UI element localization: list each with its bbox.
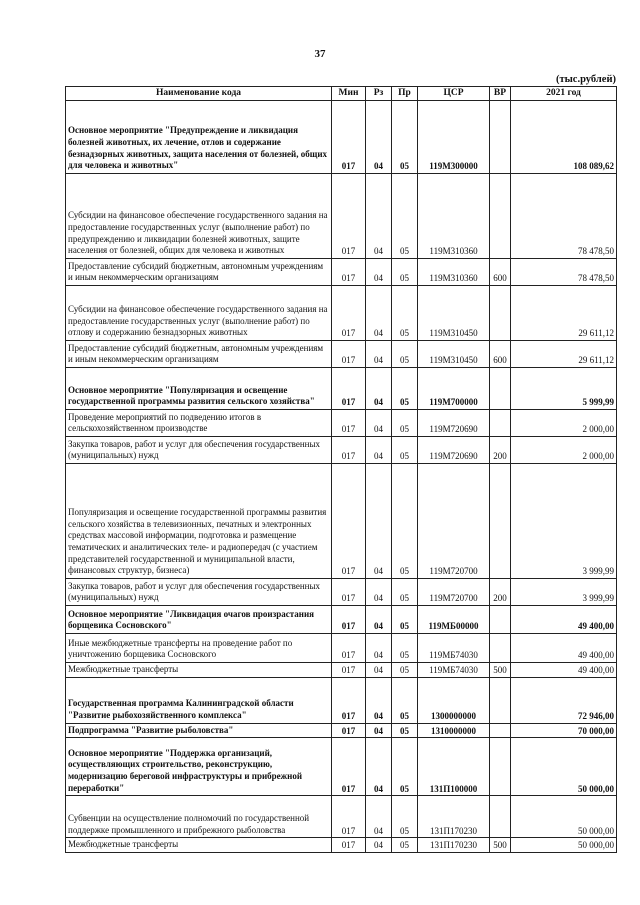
row-amount: 2 000,00 — [511, 437, 617, 464]
row-name: Закупка товаров, работ и услуг для обеспечения государственных (муниципальных) нужд — [66, 437, 332, 464]
row-vr: 600 — [490, 341, 511, 368]
row-min: 017 — [332, 579, 366, 606]
row-pr: 05 — [392, 723, 418, 738]
row-min: 017 — [332, 174, 366, 259]
row-vr — [490, 738, 511, 796]
row-vr: 200 — [490, 437, 511, 464]
row-min: 017 — [332, 663, 366, 678]
row-csr: 119М300000 — [418, 101, 490, 174]
row-vr: 600 — [490, 259, 511, 286]
table-row — [66, 634, 617, 663]
row-min: 017 — [332, 677, 366, 723]
row-min: 017 — [332, 634, 366, 663]
row-rz: 04 — [366, 796, 392, 838]
row-min: 017 — [332, 101, 366, 174]
column-header-min: Мин — [332, 87, 366, 101]
row-vr — [490, 410, 511, 437]
row-amount: 29 611,12 — [511, 341, 617, 368]
row-name: Иные межбюджетные трансферты на проведение работ по уничтожению борщевика Сосновского — [66, 634, 332, 663]
row-vr — [490, 634, 511, 663]
row-csr: 119М310450 — [418, 341, 490, 368]
row-pr: 05 — [392, 663, 418, 678]
table-row — [66, 286, 617, 341]
row-pr: 05 — [392, 838, 418, 853]
row-vr — [490, 677, 511, 723]
row-csr: 119М310360 — [418, 259, 490, 286]
row-rz: 04 — [366, 341, 392, 368]
row-amount: 70 000,00 — [511, 723, 617, 738]
column-header-name: Наименование кода — [66, 87, 332, 101]
row-vr — [490, 796, 511, 838]
table-row — [66, 838, 617, 853]
row-amount: 3 999,99 — [511, 579, 617, 606]
row-amount: 72 946,00 — [511, 677, 617, 723]
row-csr: 119МБ74030 — [418, 663, 490, 678]
row-name: Предоставление субсидий бюджетным, автономным учреждениям и иным некоммерческим организациям — [66, 341, 332, 368]
row-name: Основное мероприятие "Поддержка организаций, осуществляющих строительство, реконструкцию, модернизацию береговой инфраструктуры и прибрежной переработки" — [66, 738, 332, 796]
row-amount: 3 999,99 — [511, 464, 617, 579]
table-row — [66, 738, 617, 796]
table-row — [66, 606, 617, 634]
row-pr: 05 — [392, 579, 418, 606]
page-number: 37 — [314, 48, 326, 60]
table-row — [66, 663, 617, 678]
row-rz: 04 — [366, 606, 392, 634]
row-csr: 119М720690 — [418, 410, 490, 437]
row-pr: 05 — [392, 286, 418, 341]
row-amount: 49 400,00 — [511, 634, 617, 663]
row-csr: 119М720700 — [418, 579, 490, 606]
row-name: Подпрограмма "Развитие рыболовства" — [66, 723, 332, 738]
table-row — [66, 410, 617, 437]
table-row — [66, 259, 617, 286]
row-name: Субсидии на финансовое обеспечение государственного задания на предоставление государственных услуг (выполнение работ) по предупреждению и ликвидации болезней животных, защите населения от болезней, общих для человека и животных — [66, 174, 332, 259]
row-vr — [490, 368, 511, 410]
table-row — [66, 437, 617, 464]
row-csr: 131П100000 — [418, 738, 490, 796]
row-csr: 119М310360 — [418, 174, 490, 259]
row-pr: 05 — [392, 368, 418, 410]
row-amount: 49 400,00 — [511, 663, 617, 678]
row-name: Межбюджетные трансферты — [66, 663, 332, 678]
row-pr: 05 — [392, 259, 418, 286]
row-rz: 04 — [366, 723, 392, 738]
row-amount: 5 999,99 — [511, 368, 617, 410]
row-amount: 50 000,00 — [511, 838, 617, 853]
table-row — [66, 677, 617, 723]
row-name: Основное мероприятие "Предупреждение и ликвидация болезней животных, их лечение, отлов и содержание безнадзорных животных, защита населения от болезней, общих для человека и животных" — [66, 101, 332, 174]
row-rz: 04 — [366, 663, 392, 678]
row-rz: 04 — [366, 174, 392, 259]
row-name: Основное мероприятие "Популяризация и освещение государственной программы развития сельского хозяйства" — [66, 368, 332, 410]
row-csr: 1310000000 — [418, 723, 490, 738]
table-row — [66, 101, 617, 174]
row-csr: 119МБ00000 — [418, 606, 490, 634]
row-pr: 05 — [392, 606, 418, 634]
row-rz: 04 — [366, 464, 392, 579]
row-csr: 119М310450 — [418, 286, 490, 341]
row-pr: 05 — [392, 796, 418, 838]
row-pr: 05 — [392, 174, 418, 259]
row-min: 017 — [332, 286, 366, 341]
row-vr: 500 — [490, 663, 511, 678]
row-amount: 2 000,00 — [511, 410, 617, 437]
row-csr: 119М700000 — [418, 368, 490, 410]
row-pr: 05 — [392, 101, 418, 174]
units-label: (тыс.рублей) — [555, 74, 616, 85]
row-name: Проведение мероприятий по подведению итогов в сельскохозяйственном производстве — [66, 410, 332, 437]
row-csr: 131П170230 — [418, 796, 490, 838]
row-amount: 29 611,12 — [511, 286, 617, 341]
row-csr: 119МБ74030 — [418, 634, 490, 663]
row-amount: 50 000,00 — [511, 738, 617, 796]
row-min: 017 — [332, 796, 366, 838]
row-csr: 119М720700 — [418, 464, 490, 579]
row-csr: 119М720690 — [418, 437, 490, 464]
row-name: Закупка товаров, работ и услуг для обеспечения государственных (муниципальных) нужд — [66, 579, 332, 606]
row-rz: 04 — [366, 286, 392, 341]
row-csr: 131П170230 — [418, 838, 490, 853]
row-csr: 1300000000 — [418, 677, 490, 723]
row-vr — [490, 174, 511, 259]
row-vr — [490, 723, 511, 738]
row-name: Субвенции на осуществление полномочий по государственной поддержке промышленного и прибрежного рыболовства — [66, 796, 332, 838]
row-min: 017 — [332, 341, 366, 368]
row-min: 017 — [332, 259, 366, 286]
row-rz: 04 — [366, 259, 392, 286]
row-vr — [490, 606, 511, 634]
row-amount: 108 089,62 — [511, 101, 617, 174]
row-name: Предоставление субсидий бюджетным, автономным учреждениям и иным некоммерческим организациям — [66, 259, 332, 286]
row-rz: 04 — [366, 677, 392, 723]
row-min: 017 — [332, 464, 366, 579]
row-rz: 04 — [366, 634, 392, 663]
row-min: 017 — [332, 723, 366, 738]
column-header-vr: ВР — [490, 87, 511, 101]
row-rz: 04 — [366, 738, 392, 796]
row-pr: 05 — [392, 341, 418, 368]
table-row — [66, 723, 617, 738]
row-rz: 04 — [366, 368, 392, 410]
row-name: Государственная программа Калининградской области "Развитие рыбохозяйственного комплекса" — [66, 677, 332, 723]
row-pr: 05 — [392, 410, 418, 437]
row-name: Межбюджетные трансферты — [66, 838, 332, 853]
row-pr: 05 — [392, 677, 418, 723]
row-rz: 04 — [366, 579, 392, 606]
row-pr: 05 — [392, 437, 418, 464]
table-header-row — [66, 87, 617, 101]
row-amount: 78 478,50 — [511, 259, 617, 286]
row-vr — [490, 286, 511, 341]
row-vr: 500 — [490, 838, 511, 853]
row-amount: 50 000,00 — [511, 796, 617, 838]
table-row — [66, 341, 617, 368]
row-min: 017 — [332, 838, 366, 853]
row-rz: 04 — [366, 437, 392, 464]
row-rz: 04 — [366, 410, 392, 437]
row-min: 017 — [332, 738, 366, 796]
row-pr: 05 — [392, 464, 418, 579]
table-row — [66, 579, 617, 606]
row-min: 017 — [332, 368, 366, 410]
table-row — [66, 796, 617, 838]
row-name: Основное мероприятие "Ликвидация очагов произрастания борщевика Сосновского" — [66, 606, 332, 634]
row-vr — [490, 101, 511, 174]
row-min: 017 — [332, 437, 366, 464]
row-rz: 04 — [366, 838, 392, 853]
row-vr — [490, 464, 511, 579]
column-header-pr: Пр — [392, 87, 418, 101]
table-row — [66, 174, 617, 259]
row-amount: 49 400,00 — [511, 606, 617, 634]
row-amount: 78 478,50 — [511, 174, 617, 259]
row-min: 017 — [332, 606, 366, 634]
row-pr: 05 — [392, 634, 418, 663]
row-name: Субсидии на финансовое обеспечение государственного задания на предоставление государственных услуг (выполнение работ) по отлову и содержанию безнадзорных животных — [66, 286, 332, 341]
column-header-year: 2021 год — [511, 87, 617, 101]
row-min: 017 — [332, 410, 366, 437]
row-rz: 04 — [366, 101, 392, 174]
budget-table — [65, 86, 617, 853]
row-vr: 200 — [490, 579, 511, 606]
column-header-rz: Рз — [366, 87, 392, 101]
table-row — [66, 368, 617, 410]
column-header-csr: ЦСР — [418, 87, 490, 101]
table-row — [66, 464, 617, 579]
row-name: Популяризация и освещение государственной программы развития сельского хозяйства в телевизионных, печатных и электронных средствах массовой информации, подготовка и размещение тематических и аналитических теле- и радиопередач (с участием представителей государственной и муниципальной власти, финансовых структур, бизнеса) — [66, 464, 332, 579]
row-pr: 05 — [392, 738, 418, 796]
